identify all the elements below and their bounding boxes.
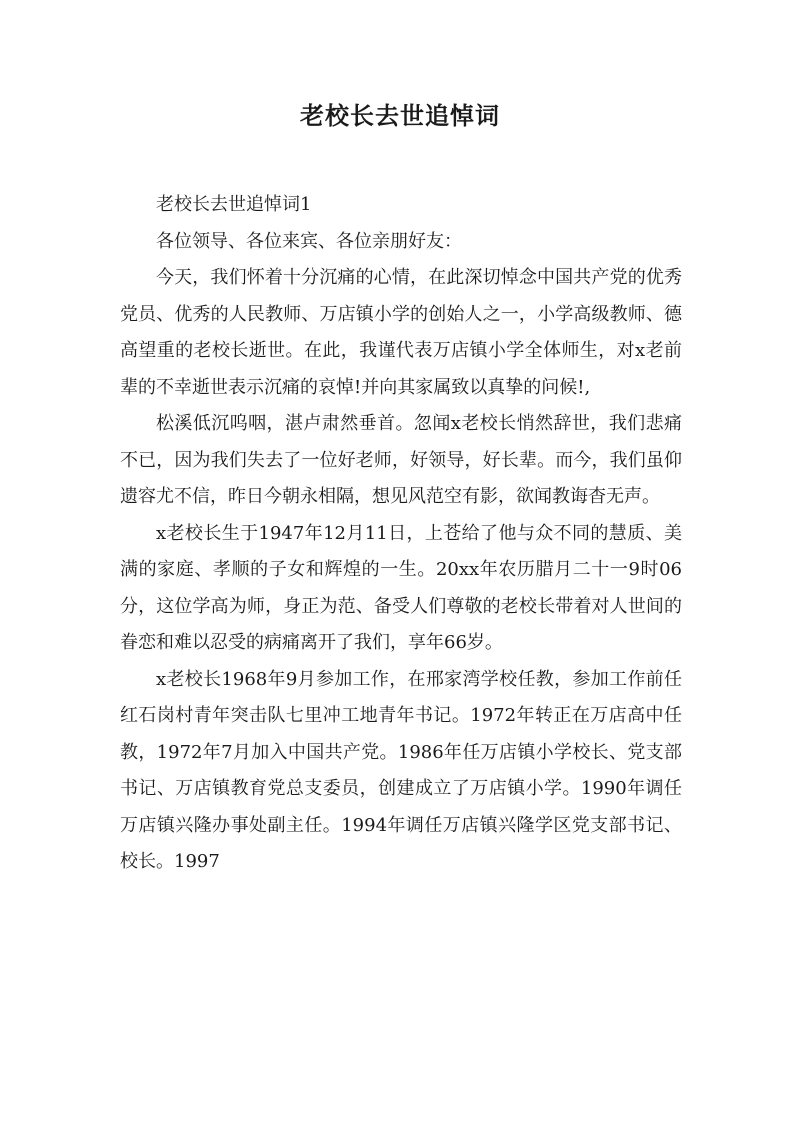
paragraph-mourning: 松溪低沉呜咽，湛卢肃然垂首。忽闻x老校长悄然辞世，我们悲痛不已，因为我们失去了一位好老师，好领导，好长辈。而今，我们虽仰遗容尤不信，昨日今朝永相隔，想见风范空有影，欲闻教诲杳无声。 xyxy=(120,413,682,507)
paragraph-biography-career: x老校长1968年9月参加工作，在邢家湾学校任教，参加工作前任红石岗村青年突击队七里冲工地青年书记。1972年转正在万店高中任教，1972年7月加入中国共产党。1986年任万店镇小学校长、党支部书记、万店镇教育党总支委员，创建成立了万店镇小学。1990年调任万店镇兴隆办事处副主任。1994年调任万店镇兴隆学区党支部书记、校长。1997 xyxy=(120,668,682,872)
paragraph-heading: 老校长去世追悼词1 xyxy=(156,194,312,215)
paragraph-biography-birth: x老校长生于1947年12月11日，上苍给了他与众不同的慧质、美满的家庭、孝顺的子女和辉煌的一生。20xx年农历腊月二十一9时06分，这位学高为师，身正为范、备受人们尊敬的老校长带着对人世间的眷恋和难以忍受的病痛离开了我们，享年66岁。 xyxy=(120,522,682,653)
document-title: 老校长去世追悼词 xyxy=(300,101,500,130)
document-body xyxy=(120,187,682,881)
paragraph-opening: 今天，我们怀着十分沉痛的心情，在此深切悼念中国共产党的优秀党员、优秀的人民教师、万店镇小学的创始人之一，小学高级教师、德高望重的老校长逝世。在此，我谨代表万店镇小学全体师生，对x老前辈的不幸逝世表示沉痛的哀悼!并向其家属致以真挚的问候!, xyxy=(120,267,682,398)
paragraph-salutation: 各位领导、各位来宾、各位亲朋好友： xyxy=(156,230,462,252)
